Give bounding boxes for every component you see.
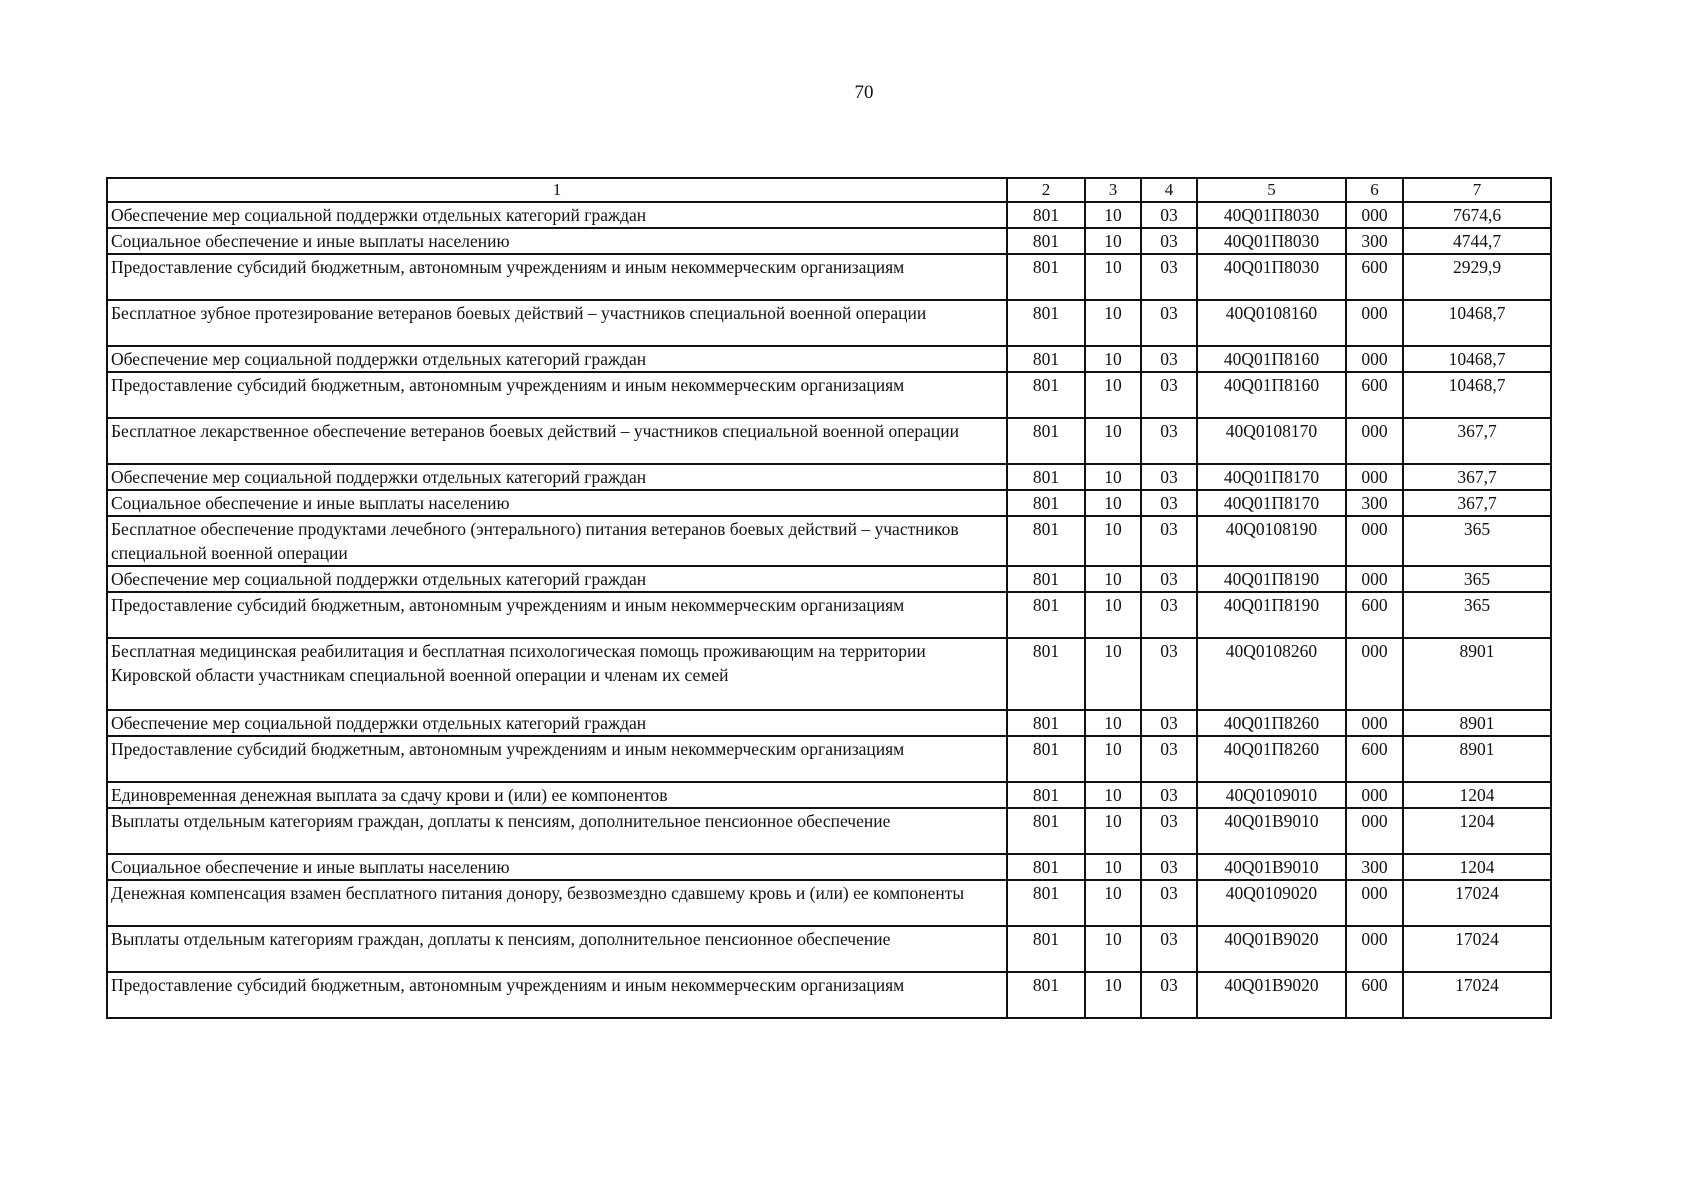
cell-target-article: 40Q01В9010 [1197,808,1346,854]
column-header: 1 [107,178,1007,202]
page-number: 70 [854,82,874,103]
cell-ministry-code: 801 [1007,418,1085,464]
column-header: 3 [1085,178,1141,202]
cell-subsection: 03 [1141,592,1197,638]
cell-amount: 1204 [1403,854,1551,880]
table-row [107,592,1551,638]
column-header: 7 [1403,178,1551,202]
cell-target-article: 40Q01В9020 [1197,972,1346,1018]
cell-subsection: 03 [1141,808,1197,854]
cell-ministry-code: 801 [1007,736,1085,782]
cell-subsection: 03 [1141,926,1197,972]
cell-name: Единовременная денежная выплата за сдачу крови и (или) ее компонентов [107,782,1007,808]
cell-target-article: 40Q01П8160 [1197,346,1346,372]
table-row [107,254,1551,300]
cell-subsection: 03 [1141,972,1197,1018]
table-row [107,418,1551,464]
cell-section: 10 [1085,710,1141,736]
cell-ministry-code: 801 [1007,228,1085,254]
cell-subsection: 03 [1141,346,1197,372]
cell-name: Предоставление субсидий бюджетным, автономным учреждениям и иным некоммерческим организациям [107,592,1007,638]
cell-target-article: 40Q0108160 [1197,300,1346,346]
cell-name: Обеспечение мер социальной поддержки отдельных категорий граждан [107,346,1007,372]
cell-target-article: 40Q01П8170 [1197,490,1346,516]
table-row [107,372,1551,418]
cell-section: 10 [1085,880,1141,926]
table-row [107,638,1551,710]
cell-expense-type: 600 [1346,592,1403,638]
cell-name: Обеспечение мер социальной поддержки отдельных категорий граждан [107,710,1007,736]
table-row [107,736,1551,782]
cell-section: 10 [1085,926,1141,972]
cell-target-article: 40Q01П8190 [1197,566,1346,592]
cell-expense-type: 000 [1346,346,1403,372]
cell-name: Бесплатное обеспечение продуктами лечебного (энтерального) питания ветеранов боевых действий – участников специальной военной операции [107,516,1007,566]
cell-target-article: 40Q01В9020 [1197,926,1346,972]
cell-expense-type: 300 [1346,228,1403,254]
cell-ministry-code: 801 [1007,516,1085,566]
cell-name: Выплаты отдельным категориям граждан, доплаты к пенсиям, дополнительное пенсионное обеспечение [107,808,1007,854]
cell-target-article: 40Q0109010 [1197,782,1346,808]
cell-expense-type: 600 [1346,736,1403,782]
cell-section: 10 [1085,566,1141,592]
cell-subsection: 03 [1141,638,1197,710]
cell-target-article: 40Q01П8260 [1197,710,1346,736]
cell-target-article: 40Q0108190 [1197,516,1346,566]
cell-name: Предоставление субсидий бюджетным, автономным учреждениям и иным некоммерческим организациям [107,972,1007,1018]
cell-section: 10 [1085,854,1141,880]
cell-name: Социальное обеспечение и иные выплаты населению [107,228,1007,254]
cell-amount: 7674,6 [1403,202,1551,228]
cell-section: 10 [1085,516,1141,566]
cell-target-article: 40Q0108260 [1197,638,1346,710]
table-row [107,880,1551,926]
column-header: 5 [1197,178,1346,202]
table-body [107,202,1551,1018]
cell-section: 10 [1085,638,1141,710]
cell-target-article: 40Q01П8160 [1197,372,1346,418]
cell-ministry-code: 801 [1007,710,1085,736]
column-header: 4 [1141,178,1197,202]
table-row [107,464,1551,490]
cell-ministry-code: 801 [1007,300,1085,346]
cell-expense-type: 000 [1346,880,1403,926]
cell-amount: 2929,9 [1403,254,1551,300]
cell-ministry-code: 801 [1007,490,1085,516]
cell-target-article: 40Q01П8260 [1197,736,1346,782]
cell-subsection: 03 [1141,710,1197,736]
cell-name: Бесплатное лекарственное обеспечение ветеранов боевых действий – участников специальной военной операции [107,418,1007,464]
table-row [107,346,1551,372]
cell-section: 10 [1085,300,1141,346]
cell-subsection: 03 [1141,880,1197,926]
cell-amount: 367,7 [1403,464,1551,490]
table-row [107,566,1551,592]
cell-section: 10 [1085,490,1141,516]
cell-expense-type: 300 [1346,490,1403,516]
cell-subsection: 03 [1141,300,1197,346]
cell-amount: 1204 [1403,808,1551,854]
cell-expense-type: 000 [1346,516,1403,566]
cell-target-article: 40Q01П8030 [1197,254,1346,300]
cell-amount: 10468,7 [1403,372,1551,418]
cell-section: 10 [1085,736,1141,782]
cell-expense-type: 000 [1346,710,1403,736]
cell-ministry-code: 801 [1007,972,1085,1018]
cell-subsection: 03 [1141,228,1197,254]
table-row [107,854,1551,880]
cell-section: 10 [1085,592,1141,638]
cell-section: 10 [1085,972,1141,1018]
cell-expense-type: 600 [1346,372,1403,418]
cell-section: 10 [1085,202,1141,228]
cell-name: Обеспечение мер социальной поддержки отдельных категорий граждан [107,566,1007,592]
cell-name: Обеспечение мер социальной поддержки отдельных категорий граждан [107,202,1007,228]
cell-section: 10 [1085,346,1141,372]
cell-target-article: 40Q0109020 [1197,880,1346,926]
cell-subsection: 03 [1141,418,1197,464]
cell-subsection: 03 [1141,490,1197,516]
cell-ministry-code: 801 [1007,202,1085,228]
cell-subsection: 03 [1141,516,1197,566]
column-header: 6 [1346,178,1403,202]
cell-section: 10 [1085,782,1141,808]
column-header: 2 [1007,178,1085,202]
cell-amount: 17024 [1403,972,1551,1018]
cell-expense-type: 600 [1346,254,1403,300]
cell-amount: 17024 [1403,926,1551,972]
table-row [107,228,1551,254]
cell-subsection: 03 [1141,202,1197,228]
cell-name: Бесплатная медицинская реабилитация и бесплатная психологическая помощь проживающим на территории Кировской области участникам специальной военной операции и членам их семей [107,638,1007,710]
table-row [107,300,1551,346]
cell-expense-type: 000 [1346,202,1403,228]
cell-section: 10 [1085,254,1141,300]
cell-name: Обеспечение мер социальной поддержки отдельных категорий граждан [107,464,1007,490]
cell-name: Предоставление субсидий бюджетным, автономным учреждениям и иным некоммерческим организациям [107,254,1007,300]
cell-ministry-code: 801 [1007,372,1085,418]
cell-amount: 4744,7 [1403,228,1551,254]
cell-amount: 365 [1403,566,1551,592]
table-row [107,490,1551,516]
cell-subsection: 03 [1141,372,1197,418]
cell-amount: 367,7 [1403,418,1551,464]
cell-expense-type: 000 [1346,566,1403,592]
table-row [107,202,1551,228]
cell-ministry-code: 801 [1007,638,1085,710]
cell-expense-type: 000 [1346,638,1403,710]
cell-amount: 8901 [1403,638,1551,710]
cell-subsection: 03 [1141,736,1197,782]
cell-section: 10 [1085,372,1141,418]
cell-section: 10 [1085,228,1141,254]
cell-ministry-code: 801 [1007,926,1085,972]
cell-amount: 8901 [1403,710,1551,736]
cell-amount: 10468,7 [1403,346,1551,372]
budget-table [106,177,1552,1019]
cell-amount: 365 [1403,516,1551,566]
cell-expense-type: 000 [1346,300,1403,346]
cell-expense-type: 300 [1346,854,1403,880]
table-row [107,710,1551,736]
cell-ministry-code: 801 [1007,782,1085,808]
cell-ministry-code: 801 [1007,566,1085,592]
cell-ministry-code: 801 [1007,854,1085,880]
cell-subsection: 03 [1141,782,1197,808]
cell-subsection: 03 [1141,464,1197,490]
cell-subsection: 03 [1141,854,1197,880]
cell-ministry-code: 801 [1007,808,1085,854]
cell-amount: 1204 [1403,782,1551,808]
cell-name: Выплаты отдельным категориям граждан, доплаты к пенсиям, дополнительное пенсионное обеспечение [107,926,1007,972]
cell-target-article: 40Q01П8170 [1197,464,1346,490]
cell-ministry-code: 801 [1007,880,1085,926]
cell-expense-type: 000 [1346,464,1403,490]
cell-amount: 365 [1403,592,1551,638]
cell-amount: 17024 [1403,880,1551,926]
cell-target-article: 40Q0108170 [1197,418,1346,464]
cell-expense-type: 600 [1346,972,1403,1018]
cell-name: Социальное обеспечение и иные выплаты населению [107,854,1007,880]
cell-name: Предоставление субсидий бюджетным, автономным учреждениям и иным некоммерческим организациям [107,736,1007,782]
table-header-row [107,178,1551,202]
cell-ministry-code: 801 [1007,592,1085,638]
cell-target-article: 40Q01П8190 [1197,592,1346,638]
table-row [107,516,1551,566]
cell-section: 10 [1085,464,1141,490]
cell-amount: 10468,7 [1403,300,1551,346]
cell-ministry-code: 801 [1007,346,1085,372]
cell-target-article: 40Q01П8030 [1197,202,1346,228]
table-row [107,808,1551,854]
cell-name: Денежная компенсация взамен бесплатного питания донору, безвозмездно сдавшему кровь и (или) ее компоненты [107,880,1007,926]
table-row [107,972,1551,1018]
cell-expense-type: 000 [1346,782,1403,808]
cell-target-article: 40Q01П8030 [1197,228,1346,254]
cell-amount: 367,7 [1403,490,1551,516]
cell-expense-type: 000 [1346,926,1403,972]
table-row [107,782,1551,808]
cell-expense-type: 000 [1346,418,1403,464]
cell-subsection: 03 [1141,566,1197,592]
cell-name: Бесплатное зубное протезирование ветеранов боевых действий – участников специальной военной операции [107,300,1007,346]
cell-ministry-code: 801 [1007,464,1085,490]
cell-section: 10 [1085,418,1141,464]
cell-name: Предоставление субсидий бюджетным, автономным учреждениям и иным некоммерческим организациям [107,372,1007,418]
cell-subsection: 03 [1141,254,1197,300]
cell-amount: 8901 [1403,736,1551,782]
cell-target-article: 40Q01В9010 [1197,854,1346,880]
cell-expense-type: 000 [1346,808,1403,854]
cell-name: Социальное обеспечение и иные выплаты населению [107,490,1007,516]
table-row [107,926,1551,972]
cell-ministry-code: 801 [1007,254,1085,300]
cell-section: 10 [1085,808,1141,854]
